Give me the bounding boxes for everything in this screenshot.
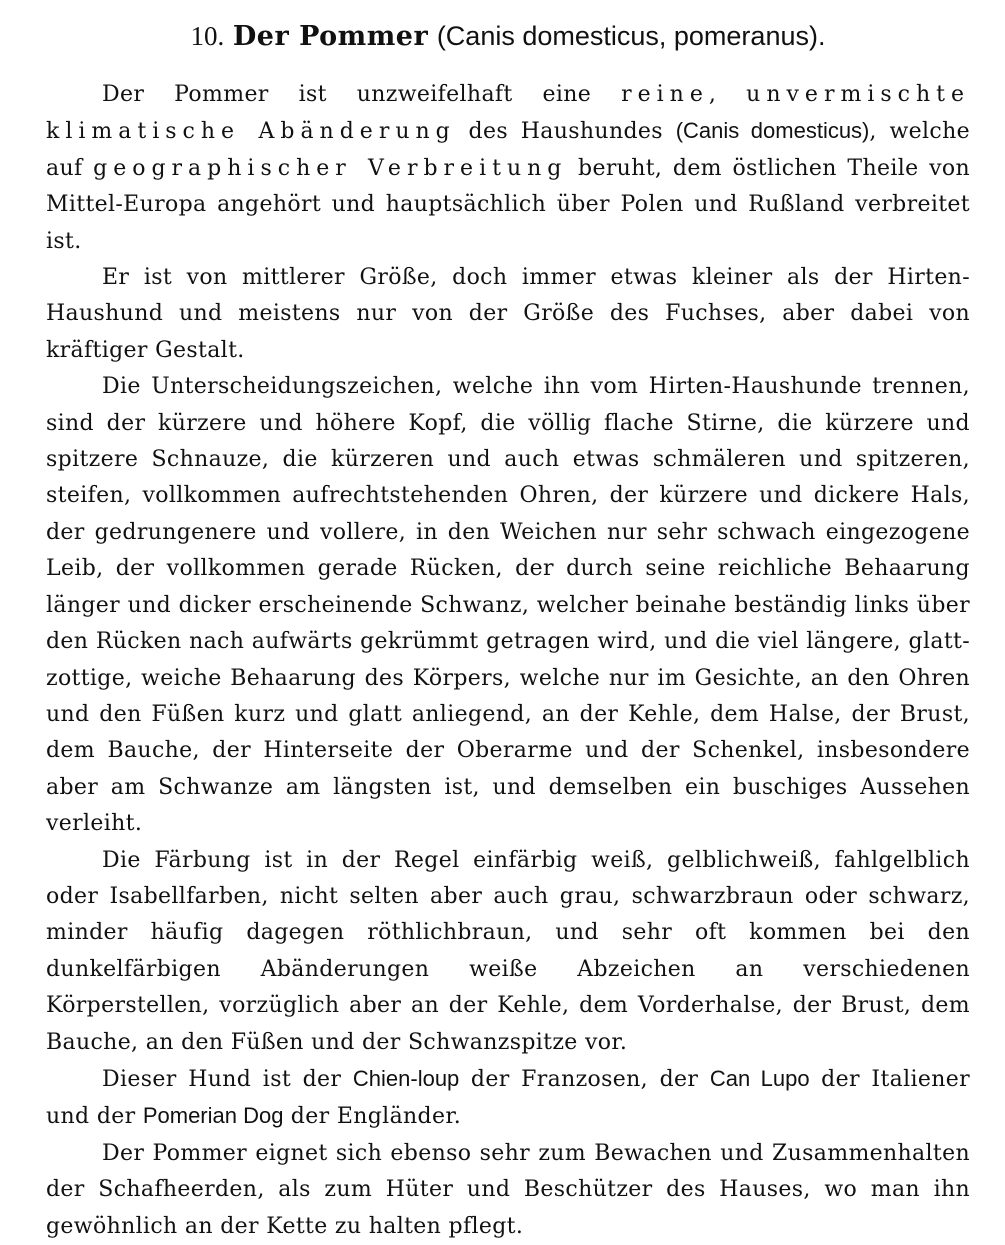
text-run: des Haushundes <box>455 119 676 145</box>
section-heading <box>46 14 970 59</box>
spaced-text: unvermischte klimatische Abänderung <box>46 82 970 145</box>
section-latin-name: (Canis domesticus, pomeranus). <box>436 21 826 51</box>
paragraph-origin <box>46 77 970 260</box>
paragraph-use: Der Pommer eignet sich ebenso sehr zum Bewachen und Zusammenhalten der Schafheerden, als zum Hüter und Beschützer des Hauses, wo man ihn gewöhnlich an der Kette zu halten pflegt. <box>46 1140 970 1239</box>
english-name: Pomerian Dog <box>142 1103 284 1129</box>
french-name: Chien-loup <box>352 1065 460 1091</box>
latin-term: (Canis domesticus) <box>675 118 870 144</box>
italian-name: Can Lupo <box>709 1065 810 1091</box>
section-title: Der Pommer <box>232 21 429 52</box>
spaced-text: reine <box>621 82 709 107</box>
text-run: Dieser Hund ist der <box>102 1066 353 1092</box>
text-run: beruht, dem östlichen Theile von Mittel-Europa angehört und hauptsächlich über Polen und Rußland verbreitet ist. <box>46 155 971 254</box>
text-run: , <box>708 82 747 107</box>
text-run: der Franzosen, der <box>459 1066 710 1092</box>
text-run: der Engländer. <box>283 1104 462 1130</box>
document-page <box>46 14 970 1245</box>
text-run: , welche auf <box>46 119 970 181</box>
paragraph-size: Er ist von mittlerer Größe, doch immer etwas kleiner als der Hirten-Haushund und meistens nur von der Größe des Fuchses, aber dabei von kräftiger Gestalt. <box>46 265 970 363</box>
spaced-text: geographischer Verbreitung <box>93 155 568 181</box>
paragraph-names <box>46 1061 970 1136</box>
paragraph-colouring: Die Färbung ist in der Regel einfärbig weiß, gelblichweiß, fahlgelblich oder Isabellfarben, nicht selten aber auch grau, schwarzbraun oder schwarz, minder häufig dagegen röthlichbraun, und sehr oft kommen bei den dunkelfärbigen Abänderungen weiße Abzeichen an verschiedenen Körperstellen, vorzüglich aber an der Kehle, dem Vorderhalse, der Brust, dem Bauche, an den Füßen und der Schwanzspitze vor. <box>46 847 970 1055</box>
text-run: Der Pommer ist unzweifelhaft eine <box>102 82 622 107</box>
paragraph-features: Die Unterscheidungszeichen, welche ihn vom Hirten-Haushunde trennen, sind der kürzere und höhere Kopf, die völlig flache Stirne, die kürzere und spitzere Schnauze, die kürzeren und auch etwas schmäleren und spitzeren, steifen, vollkommen aufrechtstehenden Ohren, der kürzere und dickere Hals, der gedrungenere und vollere, in den Weichen nur sehr schwach eingezogene Leib, der vollkommen gerade Rücken, der durch seine reichliche Behaarung länger und dicker erscheinende Schwanz, welcher beinahe beständig links über den Rücken nach aufwärts gekrümmt getragen wird, und die viel längere, glatt-zottige, weiche Behaarung des Körpers, welche nur im Gesichte, an den Ohren und den Füßen kurz und glatt anliegend, an der Kehle, dem Halse, der Brust, dem Bauche, der Hinterseite der Oberarme und der Schenkel, insbesondere aber am Schwanze am längsten ist, und demselben ein buschiges Aussehen verleiht. <box>46 374 970 837</box>
section-number: 10. <box>190 21 225 51</box>
text-run: der Italiener und der <box>46 1066 971 1130</box>
